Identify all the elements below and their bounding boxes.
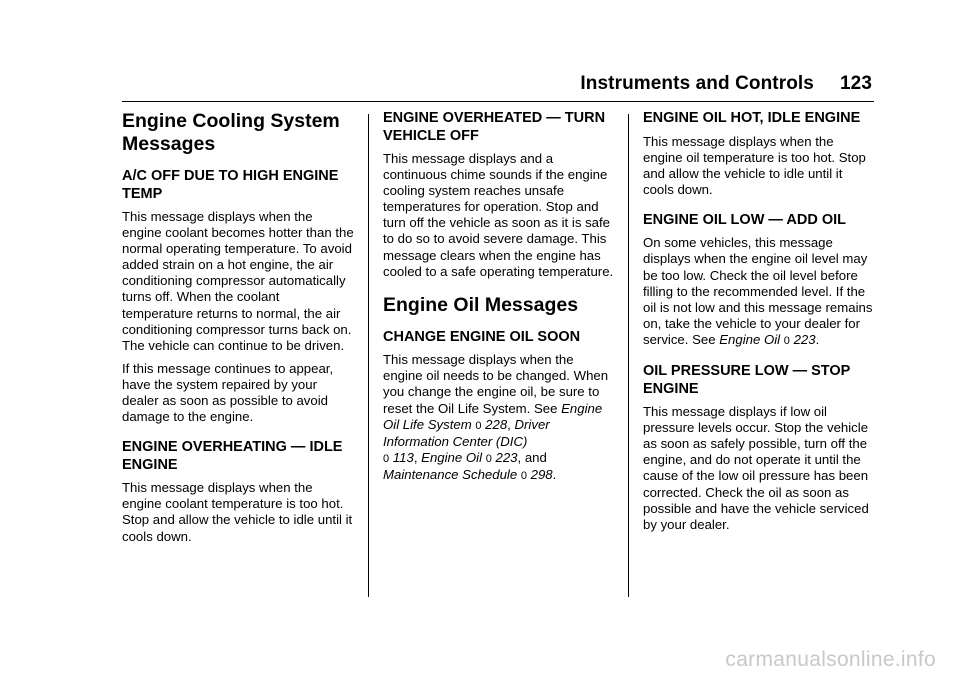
page-header xyxy=(580,73,872,95)
column-1 xyxy=(122,110,354,552)
page-ref[interactable]: 228 xyxy=(485,416,508,432)
paragraph: If this message continues to appear, have the system repaired by your dealer as soon as possible to avoid damage to the engine. xyxy=(122,360,334,425)
message-heading: ENGINE OVERHEATING — IDLE ENGINE xyxy=(122,439,343,473)
paragraph: This message displays when the engine oil temperature is too hot. Stop and allow the vehicle to idle until it cools down. xyxy=(643,133,866,197)
paragraph: This message displays when the engine oil needs to be changed. When you change the engine oil, be sure to reset the Oil Life System. See Engine Oil Life System 0 228, Driver Information Center (DIC) 0 113, Engine Oil 0 223, and Maintenance Schedule 0 298. xyxy=(383,352,609,482)
paragraph: This message displays when the engine coolant becomes hotter than the normal operating temperature. To avoid added strain on a hot engine, the air conditioning compressor automatically turns off. When the coolant temperature returns to normal, the air conditioning compressor turns back on. The vehicle can continue to be driven. xyxy=(122,209,354,353)
xref-link[interactable]: Engine Oil xyxy=(719,331,781,347)
xref-icon: 0 xyxy=(783,334,790,347)
column-divider xyxy=(368,114,369,597)
page-ref[interactable]: 223 xyxy=(793,331,816,347)
message-heading: ENGINE OIL LOW — ADD OIL xyxy=(643,211,846,228)
column-3 xyxy=(643,110,875,540)
xref-icon: 0 xyxy=(485,452,492,465)
paragraph: This message displays if low oil pressure levels occur. Stop the vehicle as soon as safely possible, turn off the engine, and do not operate it until the cause of the low oil pressure has been corrected. Check the oil as soon as possible and have the vehicle serviced by your dealer. xyxy=(643,404,869,532)
xref-link[interactable]: Engine Oil Life System xyxy=(383,400,603,432)
header-rule xyxy=(122,101,874,102)
message-heading: CHANGE ENGINE OIL SOON xyxy=(383,328,581,345)
section-heading: Engine Oil Messages xyxy=(383,293,579,316)
page-ref[interactable]: 113 xyxy=(392,449,414,465)
section-title: Instruments and Controls xyxy=(580,73,814,94)
watermark: carmanualsonline.info xyxy=(725,648,936,671)
message-heading: ENGINE OVERHEATED — TURN VEHICLE OFF xyxy=(383,110,606,144)
column-divider xyxy=(628,114,629,597)
xref-icon: 0 xyxy=(520,469,527,482)
paragraph: On some vehicles, this message displays when the engine oil level may be too low. Check the oil level before filling to the recommended level. If the oil is not low and this message remains on, take the vehicle to your dealer for service. See Engine Oil 0 223. xyxy=(643,235,873,347)
xref-link[interactable]: Engine Oil xyxy=(421,449,483,465)
xref-link[interactable]: Driver Information Center (DIC) xyxy=(383,416,550,449)
page-ref[interactable]: 223 xyxy=(495,449,518,465)
xref-icon: 0 xyxy=(383,452,390,465)
column-2 xyxy=(383,110,615,491)
section-heading: Engine Cooling System Messages xyxy=(122,110,340,155)
page-ref[interactable]: 298 xyxy=(530,466,553,482)
message-heading: A/C OFF DUE TO HIGH ENGINE TEMP xyxy=(122,168,339,202)
paragraph: This message displays when the engine coolant temperature is too hot. Stop and allow the vehicle to idle until it cools down. xyxy=(122,480,353,544)
message-heading: ENGINE OIL HOT, IDLE ENGINE xyxy=(643,110,861,126)
xref-icon: 0 xyxy=(475,419,482,432)
message-heading: OIL PRESSURE LOW — STOP ENGINE xyxy=(643,363,851,397)
page-number: 123 xyxy=(839,73,872,94)
paragraph: This message displays and a continuous chime sounds if the engine cooling system reaches unsafe temperatures for operation. Stop and turn off the vehicle as soon as it is safe to do so to avoid severe damage. This message clears when the engine has cooled to a safe operating temperature. xyxy=(383,151,614,279)
xref-link[interactable]: Maintenance Schedule xyxy=(383,466,518,482)
